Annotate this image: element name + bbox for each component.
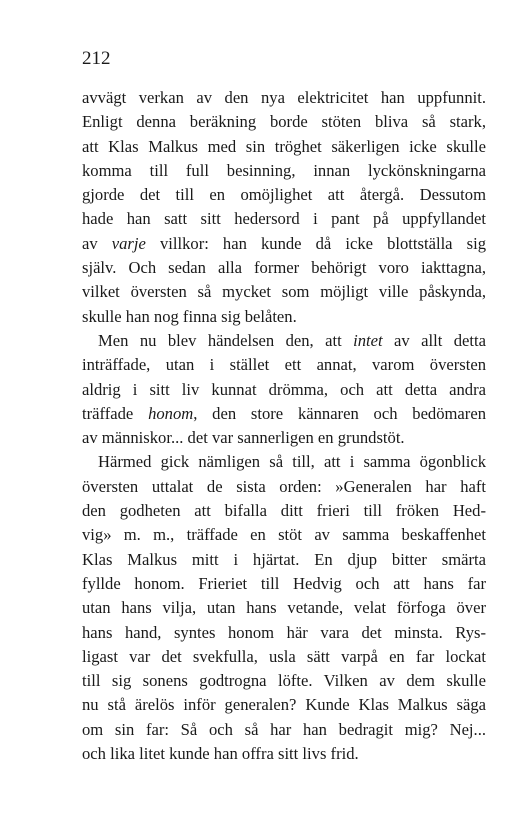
text-line: Men nu blev händelsen den, att intet av allt detta (98, 330, 486, 350)
text-line: hade han satt sitt hedersord i pant på uppfyllandet (82, 209, 486, 229)
text-line: själv. Och sedan alla former behörigt voro iakttagna, (82, 258, 486, 278)
text-line: komma till full besinning, innan lyckönskningarna (82, 160, 486, 180)
text-line: träffade honom, den store kännaren och bedömaren (82, 403, 486, 423)
text-line: skulle han nog finna sig belåten. (82, 306, 297, 326)
text-line: om sin far: Så och så har han bedragit mig? Nej... (82, 719, 486, 739)
text-line: av varje villkor: han kunde då icke blottställa sig (82, 233, 487, 253)
text-line: och lika litet kunde han offra sitt livs frid. (82, 744, 359, 764)
paragraph-1 (82, 86, 486, 329)
text-line: översten uttalat de sista orden: »Generalen har haft (82, 476, 486, 496)
paragraph-3 (82, 450, 486, 766)
text-line: avvägt verkan av den nya elektricitet han uppfunnit. (82, 88, 486, 107)
text-line: fyllde honom. Frieriet till Hedvig och att hans far (82, 573, 486, 593)
text-line: till sig sonens godtrogna löfte. Vilken av dem skulle (82, 671, 486, 691)
text-line: av människor... det var sannerligen en grundstöt. (82, 428, 405, 448)
text-line: gjorde det till en omöjlighet att återgå. Dessutom (82, 185, 486, 205)
body-text (82, 86, 486, 766)
page-number: 212 (82, 48, 111, 69)
text-line: nu stå ärelös inför generalen? Kunde Klas Malkus säga (82, 695, 486, 715)
text-line: Klas Malkus mitt i hjärtat. En djup bitter smärta (82, 549, 486, 569)
text-line: Enligt denna beräkning borde stöten bliva så stark, (82, 112, 486, 132)
text-line: hans hand, syntes honom här vara det minsta. Rys- (82, 622, 486, 642)
text-line: inträffade, utan i stället ett annat, varom översten (82, 355, 486, 375)
text-line: utan hans vilja, utan hans vetande, velat förfoga över (82, 598, 486, 618)
text-line: aldrig i sitt liv kunnat drömma, och att detta andra (82, 379, 486, 399)
text-line: ligast var det svekfulla, usla sätt varpå en far lockat (82, 646, 486, 666)
text-line: den godheten att bifalla ditt frieri till fröken Hed- (82, 501, 486, 521)
text-line: Härmed gick nämligen så till, att i samma ögonblick (98, 452, 486, 472)
text-line: att Klas Malkus med sin tröghet säkerligen icke skulle (82, 136, 486, 156)
paragraph-2 (82, 329, 486, 450)
text-line: vig» m. m., träffade en stöt av samma beskaffenhet (82, 525, 486, 545)
text-line: vilket översten så mycket som möjligt ville påskynda, (82, 282, 486, 302)
